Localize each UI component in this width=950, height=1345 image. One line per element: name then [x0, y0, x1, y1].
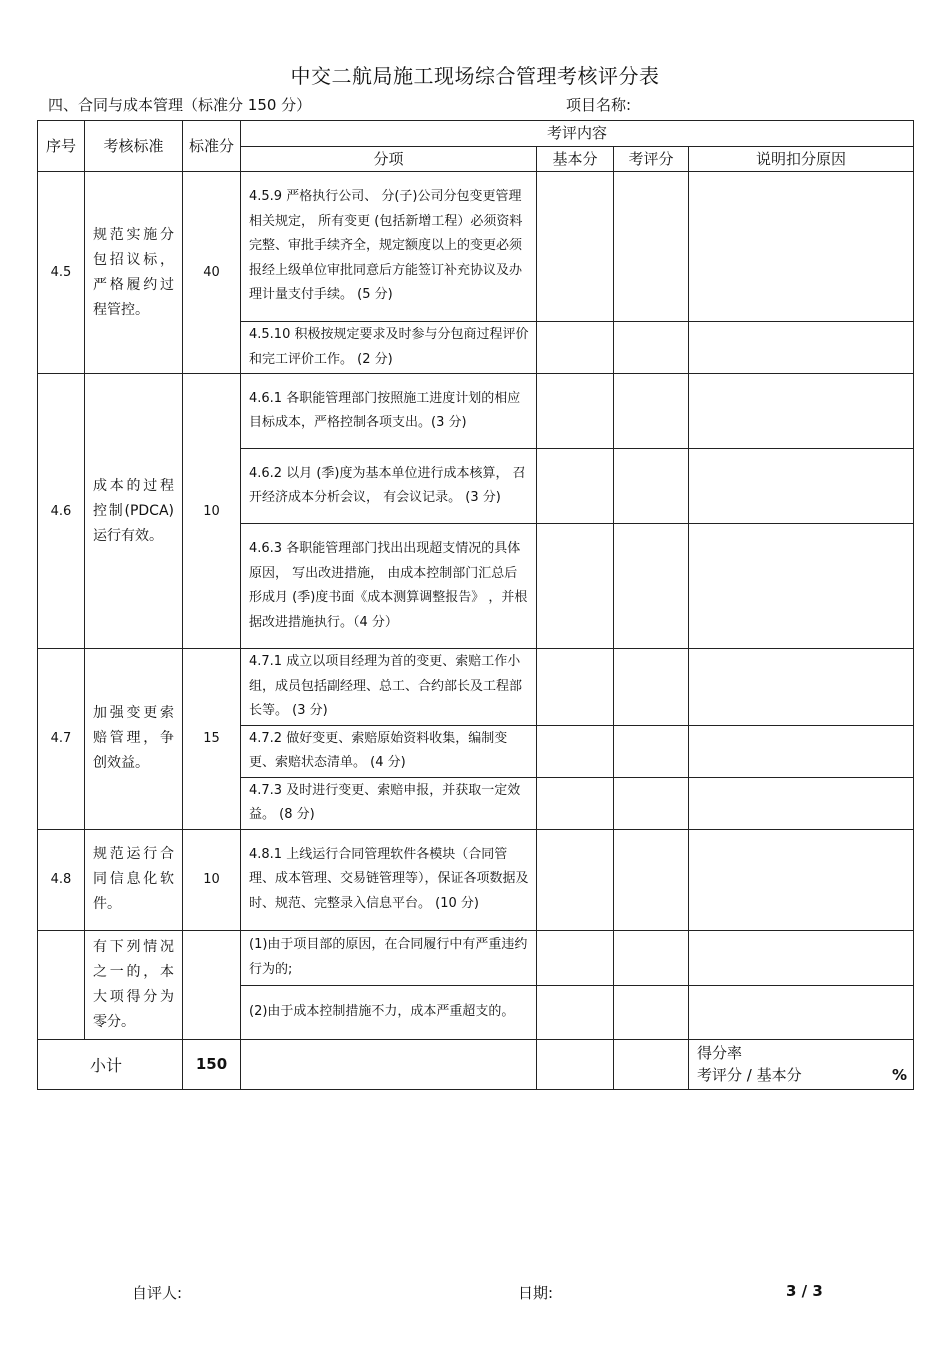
subtotal-score: 150 — [183, 1039, 241, 1089]
header-sub-item: 分项 — [241, 147, 537, 172]
base-score-cell[interactable] — [537, 777, 614, 829]
row-no: 4.8 — [38, 829, 85, 930]
subtotal-sub-item-cell — [241, 1039, 537, 1089]
header-criteria: 考核标准 — [85, 121, 183, 172]
page-number: 3 / 3 — [786, 1282, 823, 1300]
row-criteria: 规范运行合同信息化软件。 — [85, 829, 183, 930]
table-row — [38, 829, 914, 930]
eval-score-cell[interactable] — [614, 322, 689, 374]
deduction-reason-cell[interactable] — [689, 777, 914, 829]
base-score-cell[interactable] — [537, 322, 614, 374]
project-name-label: 项目名称: — [566, 96, 632, 114]
sub-item: 4.8.1 上线运行合同管理软件各模块（合同管理、成本管理、交易链管理等），保证各项数据及时、规范、完整录入信息平台。 (10 分) — [241, 829, 537, 930]
row-no — [38, 930, 85, 1039]
sub-item: 4.6.2 以月 (季)度为基本单位进行成本核算， 召开经济成本分析会议， 有会议记录。 (3 分) — [241, 449, 537, 524]
sub-item: 4.6.1 各职能管理部门按照施工进度计划的相应目标成本，严格控制各项支出。(3 分) — [241, 374, 537, 449]
deduction-reason-cell[interactable] — [689, 829, 914, 930]
header-standard-score: 标准分 — [183, 121, 241, 172]
header-no: 序号 — [38, 121, 85, 172]
deduction-reason-cell[interactable] — [689, 524, 914, 649]
row-standard-score: 10 — [183, 374, 241, 649]
deduction-reason-cell[interactable] — [689, 374, 914, 449]
row-standard-score: 40 — [183, 172, 241, 374]
sub-item: 4.7.2 做好变更、索赔原始资料收集，编制变更、索赔状态清单。 (4 分) — [241, 725, 537, 777]
sub-item: (1)由于项目部的原因，在合同履行中有严重违约行为的; — [241, 930, 537, 985]
sub-item: 4.6.3 各职能管理部门找出出现超支情况的具体原因， 写出改进措施， 由成本控制部门汇总后形成月 (季)度书面《成本测算调整报告》 ，并根据改进措施执行。（4 分） — [241, 524, 537, 649]
row-no: 4.6 — [38, 374, 85, 649]
row-no: 4.5 — [38, 172, 85, 374]
eval-score-cell[interactable] — [614, 829, 689, 930]
header-row-1 — [38, 121, 914, 147]
base-score-cell[interactable] — [537, 930, 614, 985]
sub-item: (2)由于成本控制措施不力，成本严重超支的。 — [241, 985, 537, 1039]
table-row — [38, 172, 914, 322]
eval-score-cell[interactable] — [614, 172, 689, 322]
header-base-score: 基本分 — [537, 147, 614, 172]
subtotal-label: 小计 — [38, 1039, 183, 1089]
base-score-cell[interactable] — [537, 374, 614, 449]
header-content: 考评内容 — [241, 121, 914, 147]
row-criteria: 有下列情况之一的，本大项得分为零分。 — [85, 930, 183, 1039]
deduction-reason-cell[interactable] — [689, 985, 914, 1039]
score-rate-cell — [689, 1039, 914, 1089]
deduction-reason-cell[interactable] — [689, 322, 914, 374]
row-criteria: 规范实施分包招议标，严格履约过程管控。 — [85, 172, 183, 374]
row-criteria: 加强变更索赔管理，争创效益。 — [85, 649, 183, 830]
row-standard-score: 10 — [183, 829, 241, 930]
base-score-cell[interactable] — [537, 524, 614, 649]
deduction-reason-cell[interactable] — [689, 449, 914, 524]
score-rate-formula-line — [697, 1064, 907, 1086]
base-score-cell[interactable] — [537, 985, 614, 1039]
section-title: 四、合同与成本管理（标准分 150 分） — [48, 96, 312, 114]
eval-score-cell[interactable] — [614, 777, 689, 829]
eval-score-cell[interactable] — [614, 985, 689, 1039]
deduction-reason-cell[interactable] — [689, 649, 914, 726]
header-eval-score: 考评分 — [614, 147, 689, 172]
score-rate-formula: 考评分 / 基本分 — [697, 1066, 802, 1084]
row-no: 4.7 — [38, 649, 85, 830]
score-table — [37, 120, 914, 1090]
base-score-cell[interactable] — [537, 829, 614, 930]
eval-score-cell[interactable] — [614, 930, 689, 985]
table-row — [38, 930, 914, 985]
sub-item: 4.7.1 成立以项目经理为首的变更、索赔工作小组，成员包括副经理、总工、合约部长及工程部长等。 (3 分) — [241, 649, 537, 726]
base-score-cell[interactable] — [537, 449, 614, 524]
page-title: 中交二航局施工现场综合管理考核评分表 — [290, 64, 660, 88]
subtotal-row — [38, 1039, 914, 1089]
date-label: 日期: — [518, 1284, 554, 1302]
eval-score-cell[interactable] — [614, 524, 689, 649]
base-score-cell[interactable] — [537, 725, 614, 777]
sub-item: 4.5.9 严格执行公司、 分(子)公司分包变更管理相关规定， 所有变更 (包括新增工程）必须资料完整、审批手续齐全，规定额度以上的变更必须报经上级单位审批同意后方能签订补充协议及办理计量支付手续。 (5 分) — [241, 172, 537, 322]
sub-item: 4.5.10 积极按规定要求及时参与分包商过程评价和完工评价工作。 (2 分) — [241, 322, 537, 374]
deduction-reason-cell[interactable] — [689, 725, 914, 777]
sub-item: 4.7.3 及时进行变更、索赔申报，并获取一定效益。 (8 分) — [241, 777, 537, 829]
percent-sign: % — [891, 1066, 908, 1084]
score-rate-label: 得分率 — [697, 1044, 743, 1062]
eval-score-cell[interactable] — [614, 449, 689, 524]
row-standard-score: 15 — [183, 649, 241, 830]
subtotal-eval-score-cell[interactable] — [614, 1039, 689, 1089]
row-standard-score — [183, 930, 241, 1039]
row-criteria: 成本的过程控制(PDCA)运行有效。 — [85, 374, 183, 649]
header-deduction-reason: 说明扣分原因 — [689, 147, 914, 172]
eval-score-cell[interactable] — [614, 374, 689, 449]
base-score-cell[interactable] — [537, 649, 614, 726]
self-evaluator-label: 自评人: — [132, 1284, 183, 1302]
eval-score-cell[interactable] — [614, 725, 689, 777]
base-score-cell[interactable] — [537, 172, 614, 322]
table-row — [38, 649, 914, 726]
table-row — [38, 374, 914, 449]
deduction-reason-cell[interactable] — [689, 172, 914, 322]
subtotal-base-score-cell[interactable] — [537, 1039, 614, 1089]
deduction-reason-cell[interactable] — [689, 930, 914, 985]
eval-score-cell[interactable] — [614, 649, 689, 726]
